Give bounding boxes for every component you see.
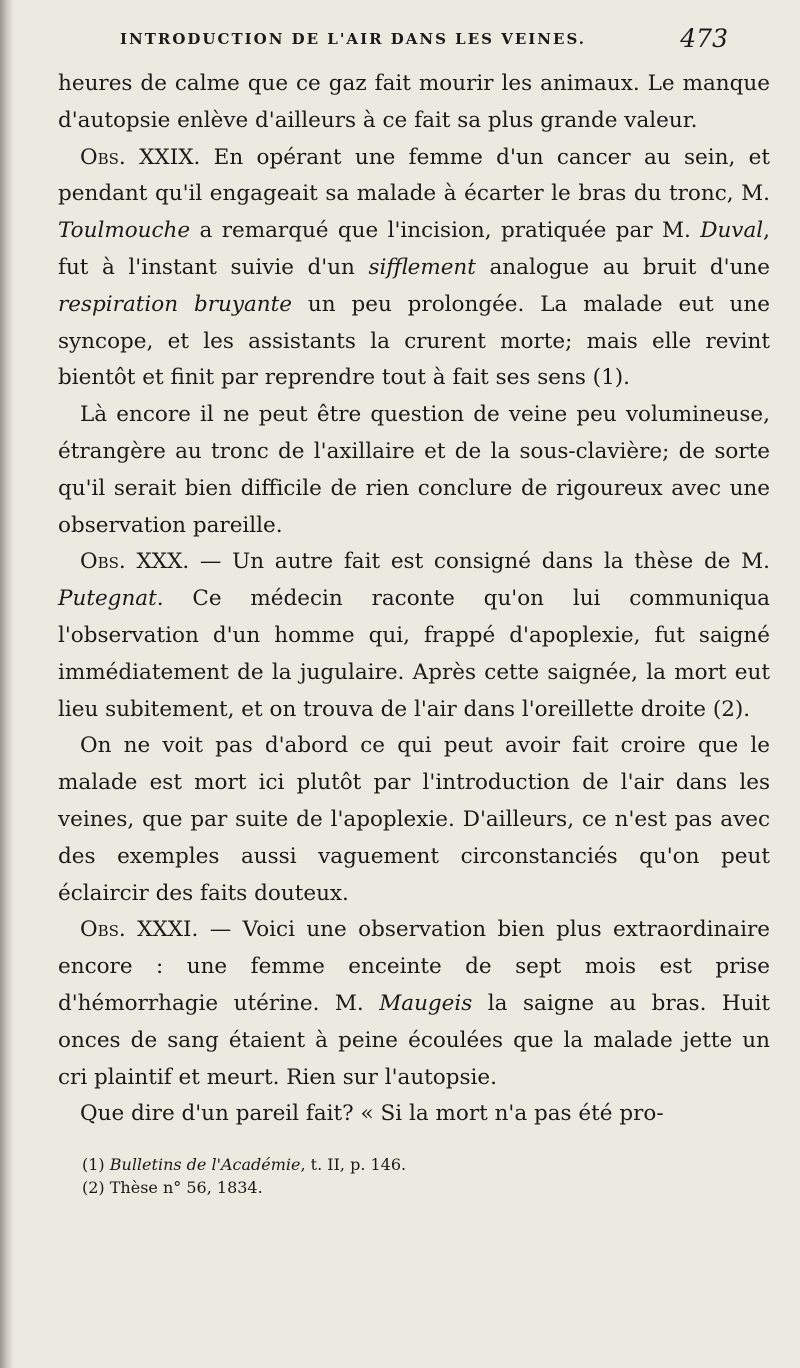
text-run: la saigne au bras. Huit onces de sang étaient à peine écoulées que la malade jette un cri plaintif et meurt. Rien sur l'autopsie. (58, 990, 770, 1090)
text-run: — Un autre fait est consigné dans la thèse de M. (189, 549, 770, 575)
paragraph-p5 (58, 728, 770, 912)
page-number: 473 (680, 24, 728, 53)
running-header (58, 22, 770, 62)
paragraph-p7 (58, 1096, 770, 1133)
observation-label: Obs. XXXI. (80, 917, 199, 943)
paragraph-p1 (58, 66, 770, 140)
text-run: — Voici une observation bien plus extraordinaire encore : une femme enceinte de sept mois est prise d'hémorrhagie utérine. M. (58, 917, 770, 1016)
italic-text: Duval (700, 218, 764, 244)
text-run: Là encore il ne peut être question de veine peu volumineuse, étrangère au tronc de l'axillaire et de la sous-clavière; de sorte qu'il serait bien difficile de rien conclure de rigoureux avec une observation pareille. (58, 402, 770, 538)
text-run: . Ce médecin raconte qu'on lui communiqua l'observation d'un homme qui, frappé d'apoplexie, fut saigné immédiatement de la jugulaire. Après cette saignée, la mort eut lieu subitement, et on trouva de l'air dans l'oreillette droite (2). (58, 586, 770, 722)
italic-text: Toulmouche (58, 218, 191, 244)
text-run: analogue au bruit d'une (475, 254, 770, 280)
text-run: , t. II, p. 146. (300, 1155, 407, 1175)
paragraph-p6 (58, 912, 770, 1096)
italic-text: sifflement (368, 254, 476, 280)
paragraph-p2 (58, 140, 770, 398)
text-run: En opérant une femme d'un cancer au sein, et pendant qu'il engageait sa malade à écarter le bras du tronc, M. (58, 144, 770, 207)
footnotes (58, 1153, 770, 1199)
text-run: a remarqué que l'incision, pratiquée par M. (190, 218, 701, 244)
body-text (58, 66, 770, 1133)
italic-text: Maugeis (379, 990, 473, 1016)
text-run: un peu prolongée. La malade eut une syncope, et les assistants la crurent morte; mais elle revint bientôt et finit par reprendre tout à fait ses sens (1). (58, 291, 770, 391)
text-run: heures de calme que ce gaz fait mourir les animaux. Le manque d'autopsie enlève d'ailleurs à ce fait sa plus grande valeur. (58, 71, 770, 133)
text-run: Que dire d'un pareil fait? « Si la mort n'a pas été pro- (80, 1101, 664, 1127)
italic-text: respiration bruyante (58, 291, 293, 317)
observation-label: Obs. XXIX. (80, 144, 201, 170)
paragraph-p3 (58, 397, 770, 544)
italic-text: Bulletins de l'Académie (109, 1155, 301, 1175)
paragraph-p4 (58, 544, 770, 728)
footnote-2 (82, 1176, 770, 1199)
footnote-1 (82, 1153, 770, 1176)
running-title: INTRODUCTION DE L'AIR DANS LES VEINES. (120, 30, 586, 48)
page-binding-edge (0, 0, 14, 1368)
text-run: (1) (82, 1155, 110, 1175)
text-run: (2) Thèse n° 56, 1834. (82, 1178, 263, 1198)
book-page (58, 22, 770, 1199)
text-run: , fut à l'instant suivie d'un (58, 218, 770, 280)
italic-text: Putegnat (58, 586, 157, 612)
text-run: On ne voit pas d'abord ce qui peut avoir fait croire que le malade est mort ici plutôt par l'introduction de l'air dans les veines, que par suite de l'apoplexie. D'ailleurs, ce n'est pas avec des exemples aussi vaguement circonstanciés qu'on peut éclaircir des faits douteux. (58, 733, 770, 906)
observation-label: Obs. XXX. (80, 549, 190, 575)
